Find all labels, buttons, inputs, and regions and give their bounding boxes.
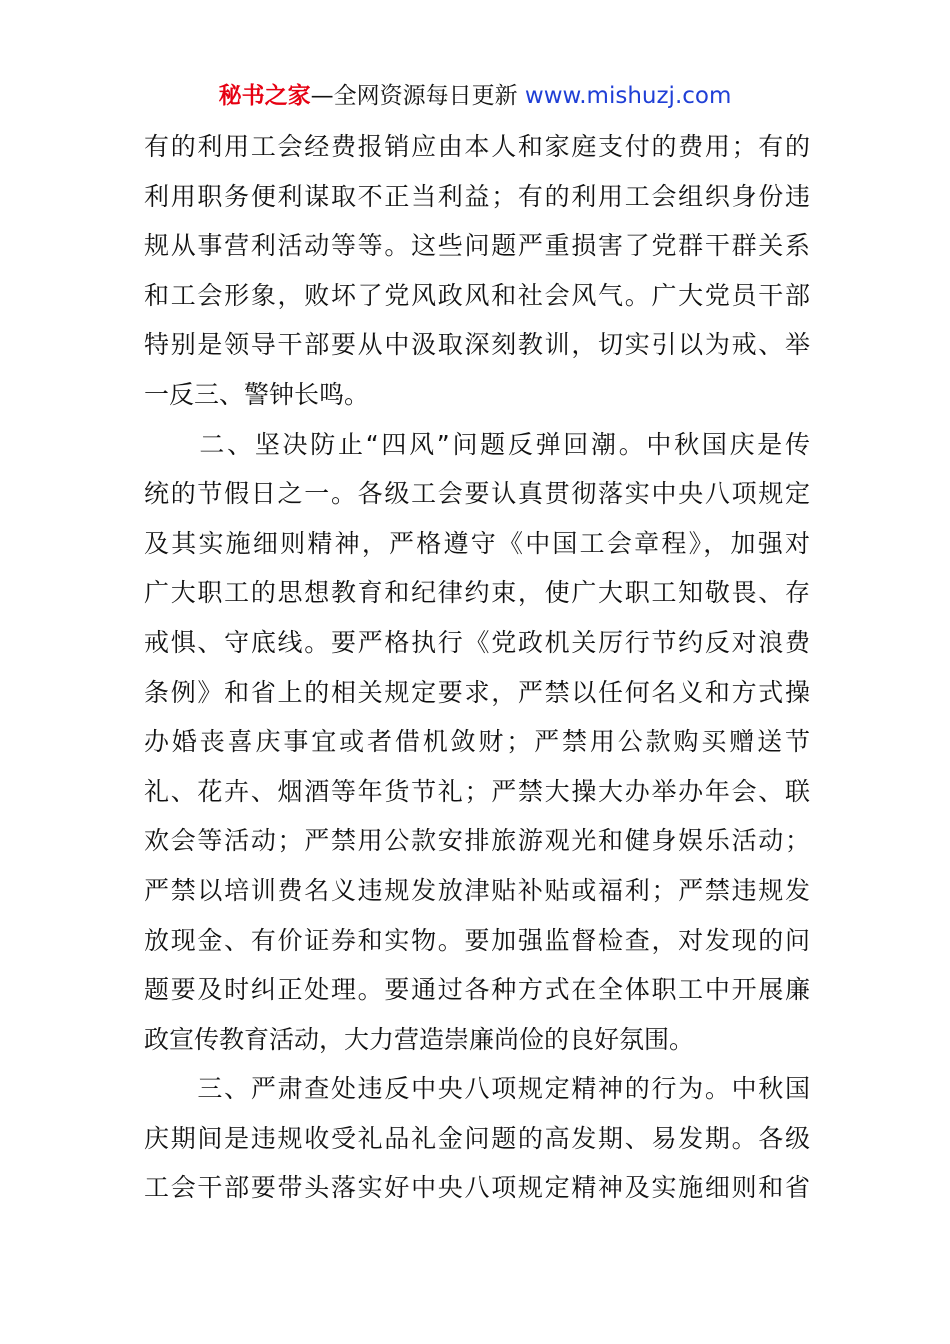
site-brand: 秘书之家 [218, 83, 311, 109]
text-line: 规从事营利活动等等。这些问题严重损害了党群干群关系 [144, 231, 810, 261]
document-body [144, 122, 810, 1213]
text-line: 庆期间是违规收受礼品礼金问题的高发期、易发期。各级 [144, 1123, 810, 1153]
text-line: 欢会等活动；严禁用公款安排旅游观光和健身娱乐活动； [144, 826, 810, 856]
text-line: 二、坚决防止“四风”问题反弹回潮。中秋国庆是传 [144, 429, 810, 459]
text-line: 特别是领导干部要从中汲取深刻教训，切实引以为戒、举 [144, 330, 810, 360]
text-line: 三、严肃查处违反中央八项规定精神的行为。中秋国 [144, 1074, 810, 1104]
text-line: 放现金、有价证券和实物。要加强监督检查，对发现的问 [144, 925, 810, 955]
text-line: 礼、花卉、烟酒等年货节礼；严禁大操大办举办年会、联 [144, 776, 810, 806]
text-line: 办婚丧喜庆事宜或者借机敛财；严禁用公款购买赠送节 [144, 727, 810, 757]
text-line: 利用职务便利谋取不正当利益；有的利用工会组织身份违 [144, 181, 810, 211]
text-line: 广大职工的思想教育和纪律约束，使广大职工知敬畏、存 [144, 578, 810, 608]
site-url-link[interactable]: www.mishuzj.com [524, 83, 732, 109]
text-line: 和工会形象，败坏了党风政风和社会风气。广大党员干部 [144, 280, 810, 310]
text-line: 戒惧、守底线。要严格执行《党政机关厉行节约反对浪费 [144, 627, 810, 657]
text-line: 条例》和省上的相关规定要求，严禁以任何名义和方式操 [144, 677, 810, 707]
text-line: 严禁以培训费名义违规发放津贴补贴或福利；严禁违规发 [144, 875, 810, 905]
text-line: 及其实施细则精神，严格遵守《中国工会章程》，加强对 [144, 528, 810, 558]
site-header [0, 80, 950, 112]
text-line: 一反三、警钟长鸣。 [144, 379, 370, 409]
text-line: 统的节假日之一。各级工会要认真贯彻落实中央八项规定 [144, 479, 810, 509]
text-line: 有的利用工会经费报销应由本人和家庭支付的费用；有的 [144, 132, 810, 161]
text-line: 政宣传教育活动，大力营造崇廉尚俭的良好氛围。 [144, 1024, 695, 1054]
site-tagline: —全网资源每日更新 [310, 83, 525, 109]
text-line: 题要及时纠正处理。要通过各种方式在全体职工中开展廉 [144, 975, 810, 1005]
text-line: 工会干部要带头落实好中央八项规定精神及实施细则和省 [144, 1173, 810, 1203]
